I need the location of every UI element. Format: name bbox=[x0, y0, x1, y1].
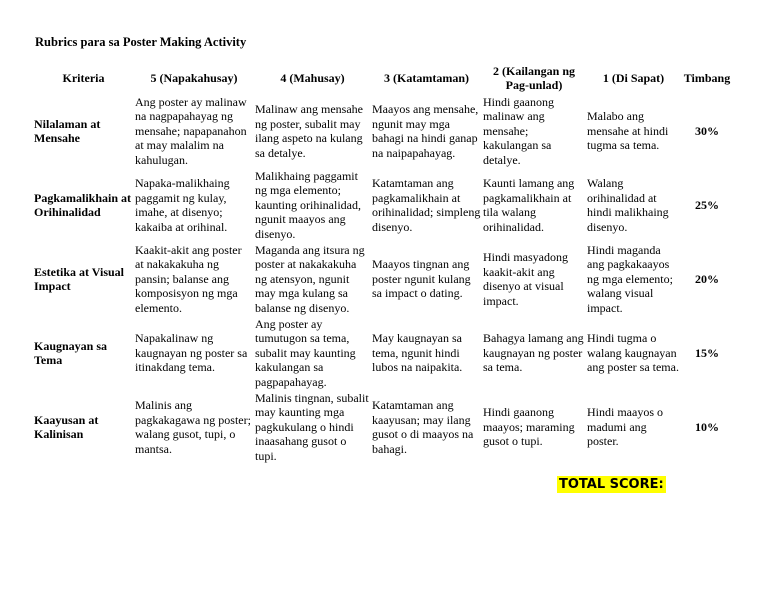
header-timbang: Timbang bbox=[683, 70, 731, 85]
level-4-cell: Malikhaing paggamit ng mga elemento; kaunting orihinalidad, ngunit maayos ang disenyo. bbox=[255, 168, 361, 241]
level-2-cell: Hindi gaanong maayos; maraming gusot o tupi. bbox=[483, 405, 575, 449]
level-2-cell: Hindi masyadong kaakit-akit ang disenyo at visual impact. bbox=[483, 250, 568, 308]
level-5-cell: Ang poster ay malinaw na nagpapahayag ng mensahe; napapanahon at may malalim na kahulugan. bbox=[135, 94, 247, 167]
weight-cell: 25% bbox=[695, 197, 719, 212]
level-2-cell: Hindi gaanong malinaw ang mensahe; kakulangan sa detalye. bbox=[483, 94, 554, 167]
header-level-2: 2 (Kailangan ng Pag-unlad) bbox=[492, 63, 576, 92]
document-title: Rubrics para sa Poster Making Activity bbox=[35, 35, 247, 49]
weight-cell: 30% bbox=[695, 123, 719, 138]
criteria-cell: Pagkamalikhain at Orihinalidad bbox=[34, 190, 132, 219]
level-3-cell: May kaugnayan sa tema, ngunit hindi lubos na naipakita. bbox=[372, 331, 463, 375]
level-4-cell: Malinaw ang mensahe ng poster, subalit may ilang aspeto na kulang sa detalye. bbox=[255, 102, 363, 160]
header-level-5: 5 (Napakahusay) bbox=[150, 70, 238, 85]
criteria-cell: Kaayusan at Kalinisan bbox=[34, 412, 99, 441]
level-4-cell: Ang poster ay tumutugon sa tema, subalit may kaunting kakulangan sa pagpapahayag. bbox=[255, 316, 356, 389]
header-level-3: 3 (Katamtaman) bbox=[384, 70, 469, 85]
total-score-label: TOTAL SCORE: bbox=[559, 477, 664, 492]
level-5-cell: Kaakit-akit ang poster at nakakakuha ng pansin; balanse ang komposisyon ng mga elemento. bbox=[135, 242, 242, 315]
level-1-cell: Hindi maganda ang pagkakaayos ng mga elemento; walang visual impact. bbox=[587, 242, 673, 315]
header-level-4: 4 (Mahusay) bbox=[280, 70, 345, 85]
table-row bbox=[33, 94, 733, 168]
weight-cell: 15% bbox=[695, 345, 719, 360]
weight-cell: 10% bbox=[695, 419, 719, 434]
rubric-table bbox=[33, 62, 733, 464]
table-row bbox=[33, 390, 733, 464]
level-3-cell: Katamtaman ang kaayusan; may ilang gusot o di maayos na bahagi. bbox=[372, 398, 474, 456]
level-3-cell: Maayos tingnan ang poster ngunit kulang sa impact o dating. bbox=[372, 257, 471, 301]
criteria-cell: Nilalaman at Mensahe bbox=[34, 116, 101, 145]
table-row bbox=[33, 242, 733, 316]
level-3-cell: Maayos ang mensahe, ngunit may mga bahagi na hindi ganap na naipapahayag. bbox=[372, 102, 479, 160]
level-2-cell: Bahagya lamang ang kaugnayan ng poster sa tema. bbox=[483, 331, 584, 375]
table-row bbox=[33, 168, 733, 242]
header-row bbox=[33, 62, 733, 94]
level-5-cell: Napaka-malikhaing paggamit ng kulay, imahe, at disenyo; kakaiba at orihinal. bbox=[135, 176, 230, 234]
header-level-1: 1 (Di Sapat) bbox=[602, 70, 665, 85]
level-1-cell: Hindi maayos o madumi ang poster. bbox=[587, 405, 663, 449]
criteria-cell: Estetika at Visual Impact bbox=[34, 264, 125, 293]
level-2-cell: Kaunti lamang ang pagkamalikhain at tila walang orihinalidad. bbox=[483, 176, 575, 234]
level-5-cell: Malinis ang pagkakagawa ng poster; walang gusot, tupi, o mantsa. bbox=[135, 398, 251, 456]
criteria-cell: Kaugnayan sa Tema bbox=[34, 338, 108, 367]
weight-cell: 20% bbox=[695, 271, 719, 286]
header-kriteria: Kriteria bbox=[62, 70, 105, 85]
table-row bbox=[33, 316, 733, 390]
level-4-cell: Maganda ang itsura ng poster at nakakakuha ng atensyon, ngunit may mga kulang sa balanse ng disenyo. bbox=[255, 242, 365, 315]
level-1-cell: Walang orihinalidad at hindi malikhaing disenyo. bbox=[587, 176, 669, 234]
level-5-cell: Napakalinaw ng kaugnayan ng poster sa itinakdang tema. bbox=[135, 331, 248, 375]
level-1-cell: Malabo ang mensahe at hindi tugma sa tema. bbox=[587, 109, 669, 153]
level-4-cell: Malinis tingnan, subalit may kaunting mga pagkukulang o hindi inaasahang gusot o tupi. bbox=[255, 390, 369, 463]
level-1-cell: Hindi tugma o walang kaugnayan ang poster sa tema. bbox=[587, 331, 679, 375]
level-3-cell: Katamtaman ang pagkamalikhain at orihinalidad; simpleng disenyo. bbox=[372, 176, 481, 234]
